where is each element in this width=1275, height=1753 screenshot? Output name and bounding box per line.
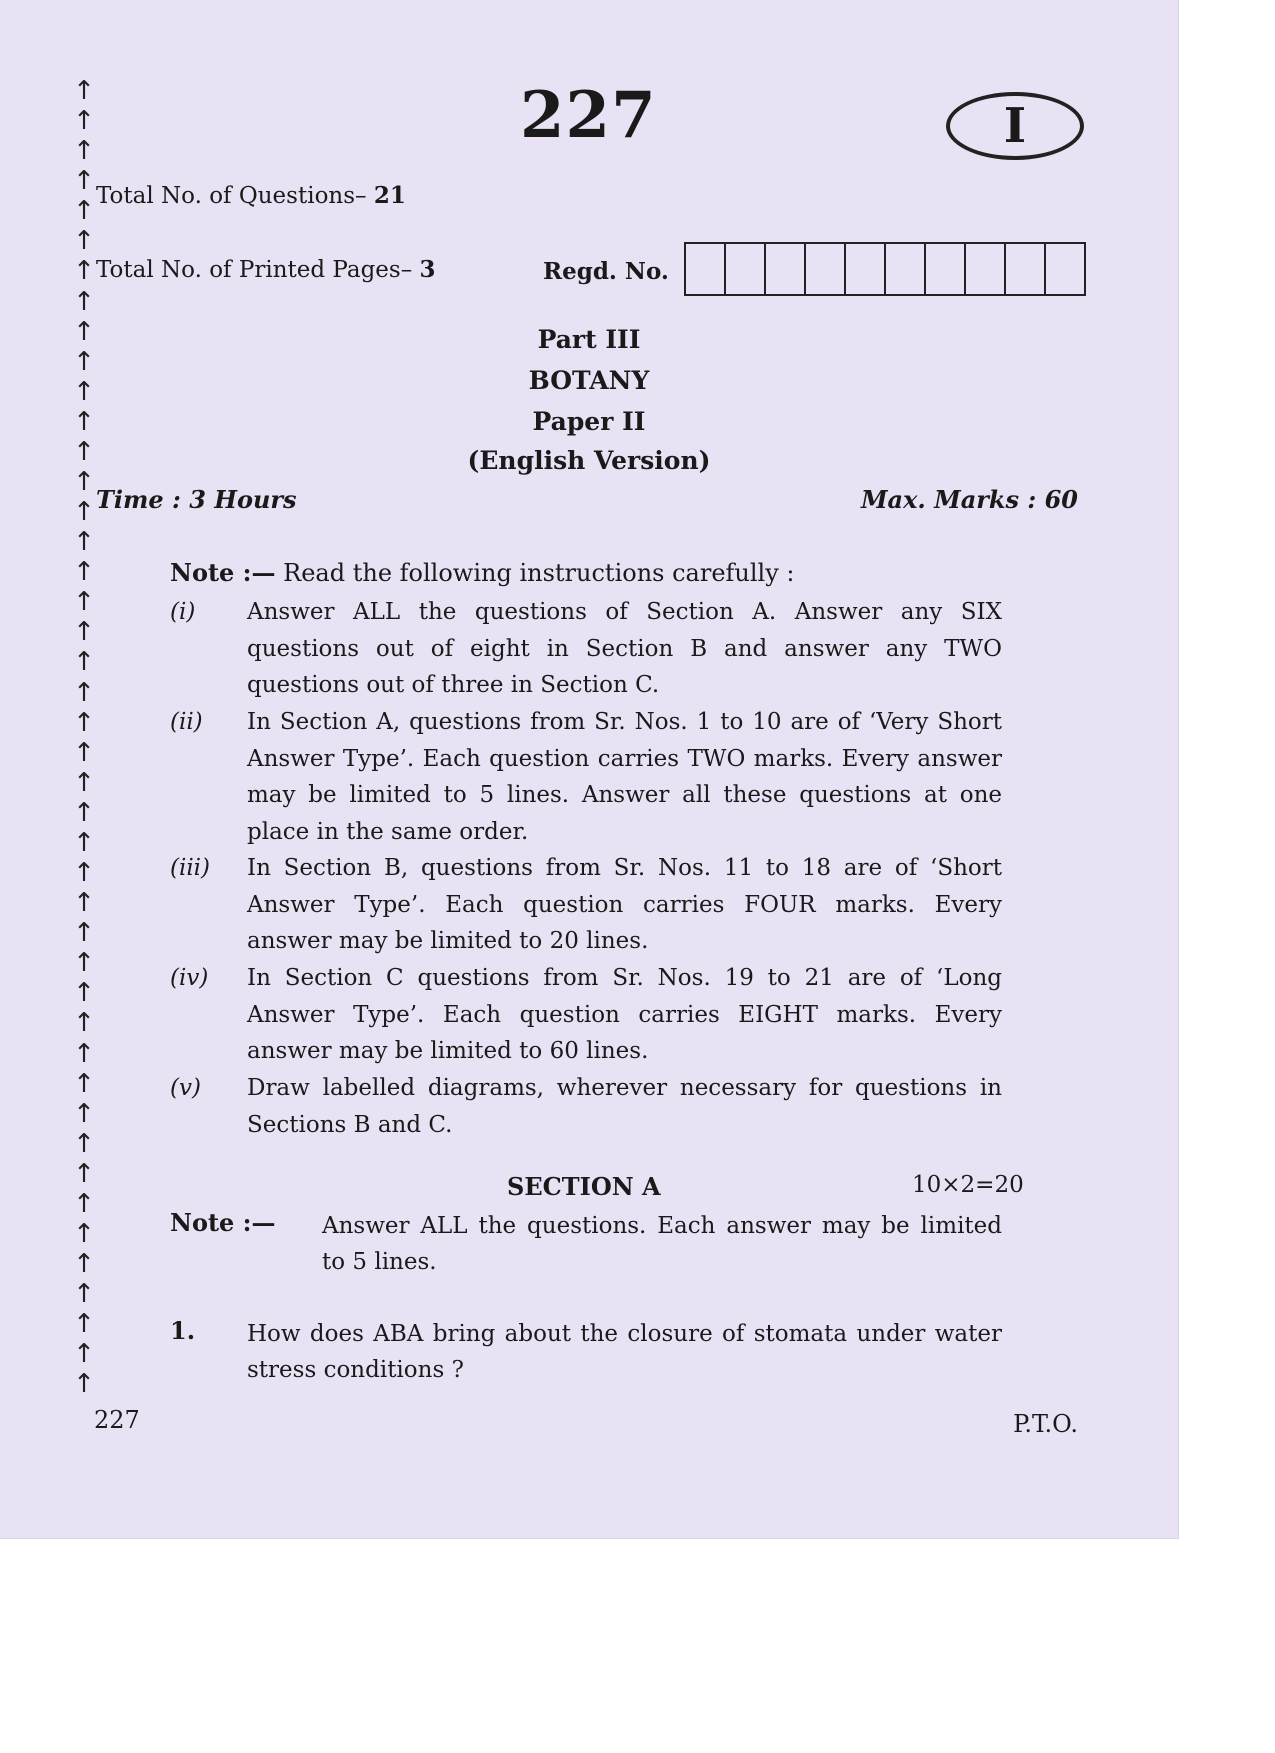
margin-arrow-icon: ↑ [73,406,95,437]
max-marks: Max. Marks : 60 [860,485,1078,514]
instruction-number: (i) [170,599,196,625]
regd-no-box[interactable] [686,244,726,294]
margin-arrow-icon: ↑ [73,677,95,708]
note-heading [170,558,795,587]
question-text: How does ABA bring about the closure of stomata under water stress conditions ? [247,1321,1002,1383]
version-title: (English Version) [467,446,711,475]
instruction-text: In Section A, questions from Sr. Nos. 1 to 10 are of ‘Very Short Answer Type’. Each question carries TWO marks. Every answer may be limited to 5 lines. Answer all these questions at one place in the same order. [247,709,1002,845]
margin-arrow-icon: ↑ [73,1098,95,1129]
margin-arrow-icon: ↑ [73,797,95,828]
total-pages-label: Total No. of Printed Pages– [96,257,413,283]
regd-no-box[interactable] [1046,244,1084,294]
footer-paper-code: 227 [94,1406,140,1434]
instruction-number: (iv) [170,965,209,991]
regd-no-box[interactable] [806,244,846,294]
margin-arrow-column [72,78,96,1398]
margin-arrow-icon: ↑ [73,166,95,197]
total-questions [96,182,406,209]
margin-arrow-icon: ↑ [73,948,95,979]
instruction-text: In Section C questions from Sr. Nos. 19 to 21 are of ‘Long Answer Type’. Each question carries EIGHT marks. Every answer may be limited to 60 lines. [247,965,1002,1064]
margin-arrow-icon: ↑ [73,1188,95,1219]
margin-arrow-icon: ↑ [73,1279,95,1310]
margin-arrow-icon: ↑ [73,587,95,618]
margin-arrow-icon: ↑ [73,76,95,106]
margin-arrow-icon: ↑ [73,767,95,798]
section-a-note-label: Note :— [170,1208,276,1237]
margin-arrow-icon: ↑ [73,106,95,137]
regd-no-box[interactable] [1006,244,1046,294]
paper-code: 227 [520,78,657,153]
margin-arrow-icon: ↑ [73,467,95,498]
margin-arrow-icon: ↑ [73,557,95,588]
subject-title: BOTANY [528,366,650,395]
margin-arrow-icon: ↑ [73,346,95,377]
regd-no-box[interactable] [766,244,806,294]
margin-arrow-icon: ↑ [73,1309,95,1340]
instruction-text: Draw labelled diagrams, wherever necessary for questions in Sections B and C. [247,1075,1002,1138]
margin-arrow-icon: ↑ [73,647,95,678]
section-a-title: SECTION A [507,1172,661,1201]
margin-arrow-icon: ↑ [73,286,95,317]
margin-arrow-icon: ↑ [73,617,95,648]
regd-no-boxes[interactable] [684,242,1086,296]
instruction-number: (ii) [170,709,203,735]
instruction-item [170,594,1002,704]
instruction-number: (v) [170,1075,201,1101]
instruction-number: (iii) [170,855,211,881]
margin-arrow-icon: ↑ [73,737,95,768]
regd-no-box[interactable] [846,244,886,294]
margin-arrow-icon: ↑ [73,1008,95,1039]
margin-arrow-icon: ↑ [73,436,95,467]
margin-arrow-icon: ↑ [73,918,95,949]
margin-arrow-icon: ↑ [73,1038,95,1069]
total-questions-label: Total No. of Questions– [96,183,367,209]
margin-arrow-icon: ↑ [73,1068,95,1099]
note-intro: Read the following instructions carefully : [283,559,795,587]
instruction-item [170,850,1002,960]
instruction-text: In Section B, questions from Sr. Nos. 11 to 18 are of ‘Short Answer Type’. Each question carries FOUR marks. Every answer may be limited to 20 lines. [247,855,1002,954]
instruction-item [170,960,1002,1070]
part-title: Part III [537,325,641,354]
margin-arrow-icon: ↑ [73,376,95,407]
margin-arrow-icon: ↑ [73,1158,95,1189]
margin-arrow-icon: ↑ [73,1369,95,1400]
time-allowed: Time : 3 Hours [96,485,297,514]
regd-no-box[interactable] [966,244,1006,294]
margin-arrow-icon: ↑ [73,196,95,227]
regd-no-box[interactable] [926,244,966,294]
section-a-note-text: Answer ALL the questions. Each answer may be limited to 5 lines. [322,1213,1002,1275]
set-code-badge [946,92,1084,160]
section-a-marks: 10×2=20 [912,1172,1024,1198]
margin-arrow-icon: ↑ [73,1249,95,1280]
margin-arrow-icon: ↑ [73,226,95,257]
margin-arrow-icon: ↑ [73,888,95,919]
total-questions-value: 21 [373,182,406,209]
margin-arrow-icon: ↑ [73,1128,95,1159]
margin-arrow-icon: ↑ [73,136,95,167]
regd-no-box[interactable] [726,244,766,294]
regd-no-label: Regd. No. [543,258,669,285]
margin-arrow-icon: ↑ [73,707,95,738]
instruction-item [170,1070,1002,1143]
margin-arrow-icon: ↑ [73,1218,95,1249]
margin-arrow-icon: ↑ [73,1339,95,1370]
please-turn-over: P.T.O. [1013,1410,1078,1438]
set-code-text: I [1003,98,1027,154]
total-pages-value: 3 [419,256,436,283]
margin-arrow-icon: ↑ [73,978,95,1009]
total-pages [96,256,436,283]
instruction-item [170,704,1002,850]
instruction-text: Answer ALL the questions of Section A. Answer any SIX questions out of eight in Section B and answer any TWO questions out of three in Section C. [247,599,1002,698]
margin-arrow-icon: ↑ [73,497,95,528]
margin-arrow-icon: ↑ [73,827,95,858]
paper-title: Paper II [532,407,646,436]
margin-arrow-icon: ↑ [73,858,95,889]
margin-arrow-icon: ↑ [73,316,95,347]
regd-no-box[interactable] [886,244,926,294]
question-number: 1. [170,1316,196,1345]
margin-arrow-icon: ↑ [73,256,95,287]
note-label: Note :— [170,558,276,587]
margin-arrow-icon: ↑ [73,527,95,558]
